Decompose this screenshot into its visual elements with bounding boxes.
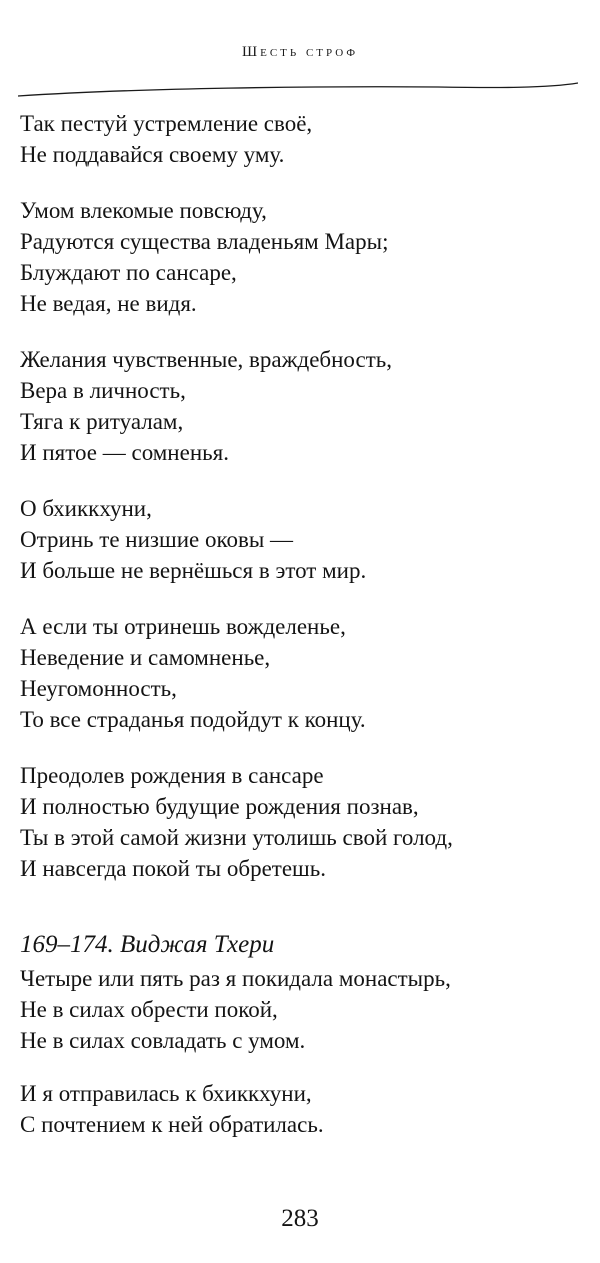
poem-line: О бхиккхуни, bbox=[20, 496, 152, 521]
section-title: 169–174. Виджая Тхери bbox=[20, 931, 275, 958]
body-text bbox=[20, 108, 585, 1165]
poem-line: Желания чувственные, враждебность, bbox=[20, 347, 392, 372]
poem-line: А если ты отринешь вожделенье, bbox=[20, 614, 346, 639]
poem-line: С почтением к ней обратилась. bbox=[20, 1112, 324, 1137]
poem-line: Тяга к ритуалам, bbox=[20, 409, 184, 434]
header-rule bbox=[18, 74, 578, 104]
stanza-5 bbox=[20, 611, 585, 735]
stanza-6 bbox=[20, 760, 585, 884]
poem-line: Умом влекомые повсюду, bbox=[20, 198, 267, 223]
poem-line: И я отправилась к бхиккхуни, bbox=[20, 1081, 312, 1106]
poem-line: Блуждают по сансаре, bbox=[20, 260, 237, 285]
poem-line: И пятое — сомненья. bbox=[20, 440, 229, 465]
poem-line: Неугомонность, bbox=[20, 676, 177, 701]
poem-line: Не в силах совладать с умом. bbox=[20, 1028, 306, 1053]
page-number: 283 bbox=[281, 1205, 319, 1232]
poem-line: Ты в этой самой жизни утолишь свой голод, bbox=[20, 825, 453, 850]
poem-line: Преодолев рождения в сансаре bbox=[20, 763, 324, 788]
stanza-3 bbox=[20, 344, 585, 468]
poem-line: Не поддавайся своему уму. bbox=[20, 142, 285, 167]
poem-line: Не в силах обрести покой, bbox=[20, 997, 278, 1022]
poem-line: И навсегда покой ты обретешь. bbox=[20, 856, 326, 881]
stanza-4 bbox=[20, 493, 585, 586]
poem-line: То все страданья подойдут к концу. bbox=[20, 707, 366, 732]
stanza-8 bbox=[20, 1078, 585, 1140]
stanza-1 bbox=[20, 108, 585, 170]
poem-line: Не ведая, не видя. bbox=[20, 291, 197, 316]
poem-line: Вера в личность, bbox=[20, 378, 186, 403]
poem-line: И полностью будущие рождения познав, bbox=[20, 794, 419, 819]
stanza-2 bbox=[20, 195, 585, 319]
poem-line: И больше не вернёшься в этот мир. bbox=[20, 558, 367, 583]
poem-line: Так пестуй устремление своё, bbox=[20, 111, 313, 136]
poem-line: Отринь те низшие оковы — bbox=[20, 527, 294, 552]
running-header: Шесть строф bbox=[241, 44, 359, 60]
poem-line: Радуются существа владеньям Мары; bbox=[20, 229, 389, 254]
poem-line: Четыре или пять раз я покидала монастырь, bbox=[20, 966, 451, 991]
stanza-7 bbox=[20, 963, 585, 1056]
poem-line: Неведение и самомненье, bbox=[20, 645, 271, 670]
